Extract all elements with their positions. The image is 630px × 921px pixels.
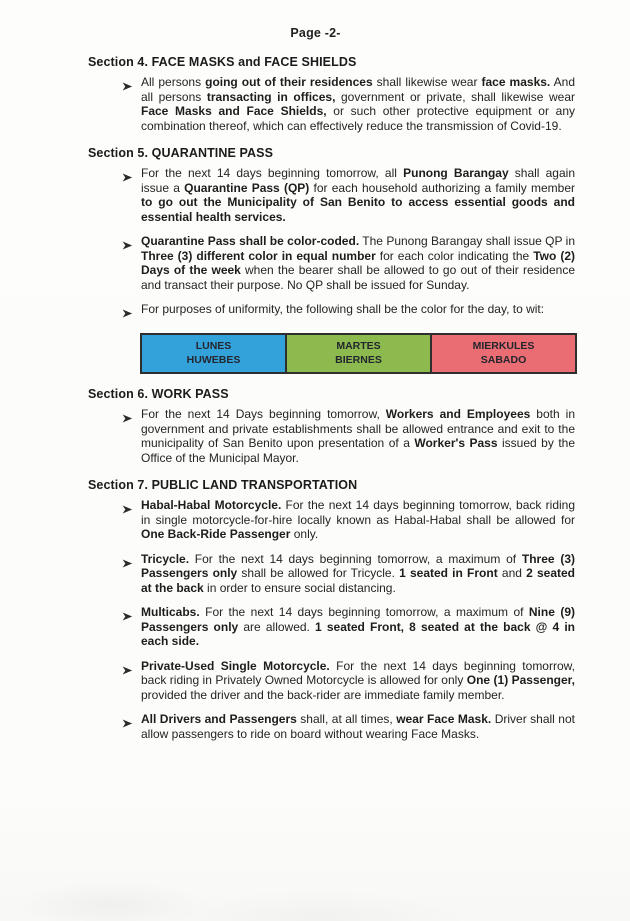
day-label: MIERKULES [472,340,535,352]
section-heading: Section 4. FACE MASKS and FACE SHIELDS [88,55,357,69]
bullet-arrow-icon [122,410,134,465]
list-item [122,302,575,323]
bullet-arrow-icon [122,555,134,596]
list-item [122,234,575,292]
bullet-text: Private-Used Single Motorcycle. For the next 14 days beginning tomorrow, back riding in Privately Owned Motorcycle is allowed for only One (1) Passenger, provided the driver and the back-rider are immediate family member. [141,658,576,702]
bullet-arrow-icon [122,78,134,133]
section-heading: Section 5. QUARANTINE PASS [88,146,274,160]
bullet-arrow-icon [122,305,134,323]
bullet-arrow-icon [122,501,134,542]
list-item [122,498,575,542]
day-label: SABADO [480,354,527,366]
bullet-text: Multicabs. For the next 14 days beginning tomorrow, a maximum of Nine (9) Passengers only are allowed. 1 seated Front, 8 seated at the back @ 4 in each side. [141,605,575,648]
color-cell-3 [430,335,575,372]
section-heading: Section 6. WORK PASS [88,387,229,401]
bullet-text: Quarantine Pass shall be color-coded. The Punong Barangay shall issue QP in Three (3) different color in equal number for each color indicating the Two (2) Days of the week when the bearer shall be allowed to go out of their residence and transact their purpose. No QP shall be issued for Sunday. [141,234,576,292]
bullet-text: Habal-Habal Motorcycle. For the next 14 days beginning tomorrow, back riding in single motorcycle-for-hire locally known as Habal-Habal shall be allowed for One Back-Ride Passenger only. [141,498,576,541]
day-label: MARTES [336,340,381,352]
color-code-table [140,333,577,374]
color-cell-1 [142,335,285,372]
list-item [122,166,575,224]
page-number: Page -2- [290,26,341,40]
bullet-arrow-icon [122,715,134,741]
bullet-arrow-icon [122,237,134,292]
bullet-text: For the next 14 days beginning tomorrow, all Punong Barangay shall again issue a Quarantine Pass (QP) for each household authorizing a family member to go out the Municipality of San Benito to access essential goods and essential health services. [141,166,575,224]
bullet-text: Tricycle. For the next 14 days beginning tomorrow, a maximum of Three (3) Passengers only shall be allowed for Tricycle. 1 seated in Front and 2 seated at the back in order to ensure social distancing. [141,551,575,595]
list-item [122,712,575,741]
bullet-text: For the next 14 Days beginning tomorrow, Workers and Employees both in government and private establishments shall be allowed entrance and exit to the municipality of San Benito upon presentation of a Worker's Pass issued by the Office of the Municipal Mayor. [141,407,576,465]
bullet-arrow-icon [122,169,134,224]
bullet-arrow-icon [122,608,134,649]
list-item [122,659,575,703]
list-item [122,75,575,133]
day-label: LUNES [195,340,232,352]
document-blocks [88,55,575,741]
bullet-text: All Drivers and Passengers shall, at all times, wear Face Mask. Driver shall not allow passengers to ride on board without wearing Face Masks. [141,712,575,741]
list-item [122,407,575,465]
color-cell-2 [285,335,430,372]
day-label: BIERNES [335,354,382,366]
section-heading: Section 7. PUBLIC LAND TRANSPORTATION [88,478,358,492]
list-item [122,552,575,596]
bullet-text: For purposes of uniformity, the following shall be the color for the day, to wit: [141,302,545,316]
day-label: HUWEBES [186,354,241,366]
bullet-text: All persons going out of their residences shall likewise wear face masks. And all persons transacting in offices, government or private, shall likewise wear Face Masks and Face Shields, or such other protective equipment or any combination thereof, which can effectively reduce the transmission of Covid-19. [141,75,575,133]
bullet-arrow-icon [122,662,134,703]
list-item [122,605,575,649]
